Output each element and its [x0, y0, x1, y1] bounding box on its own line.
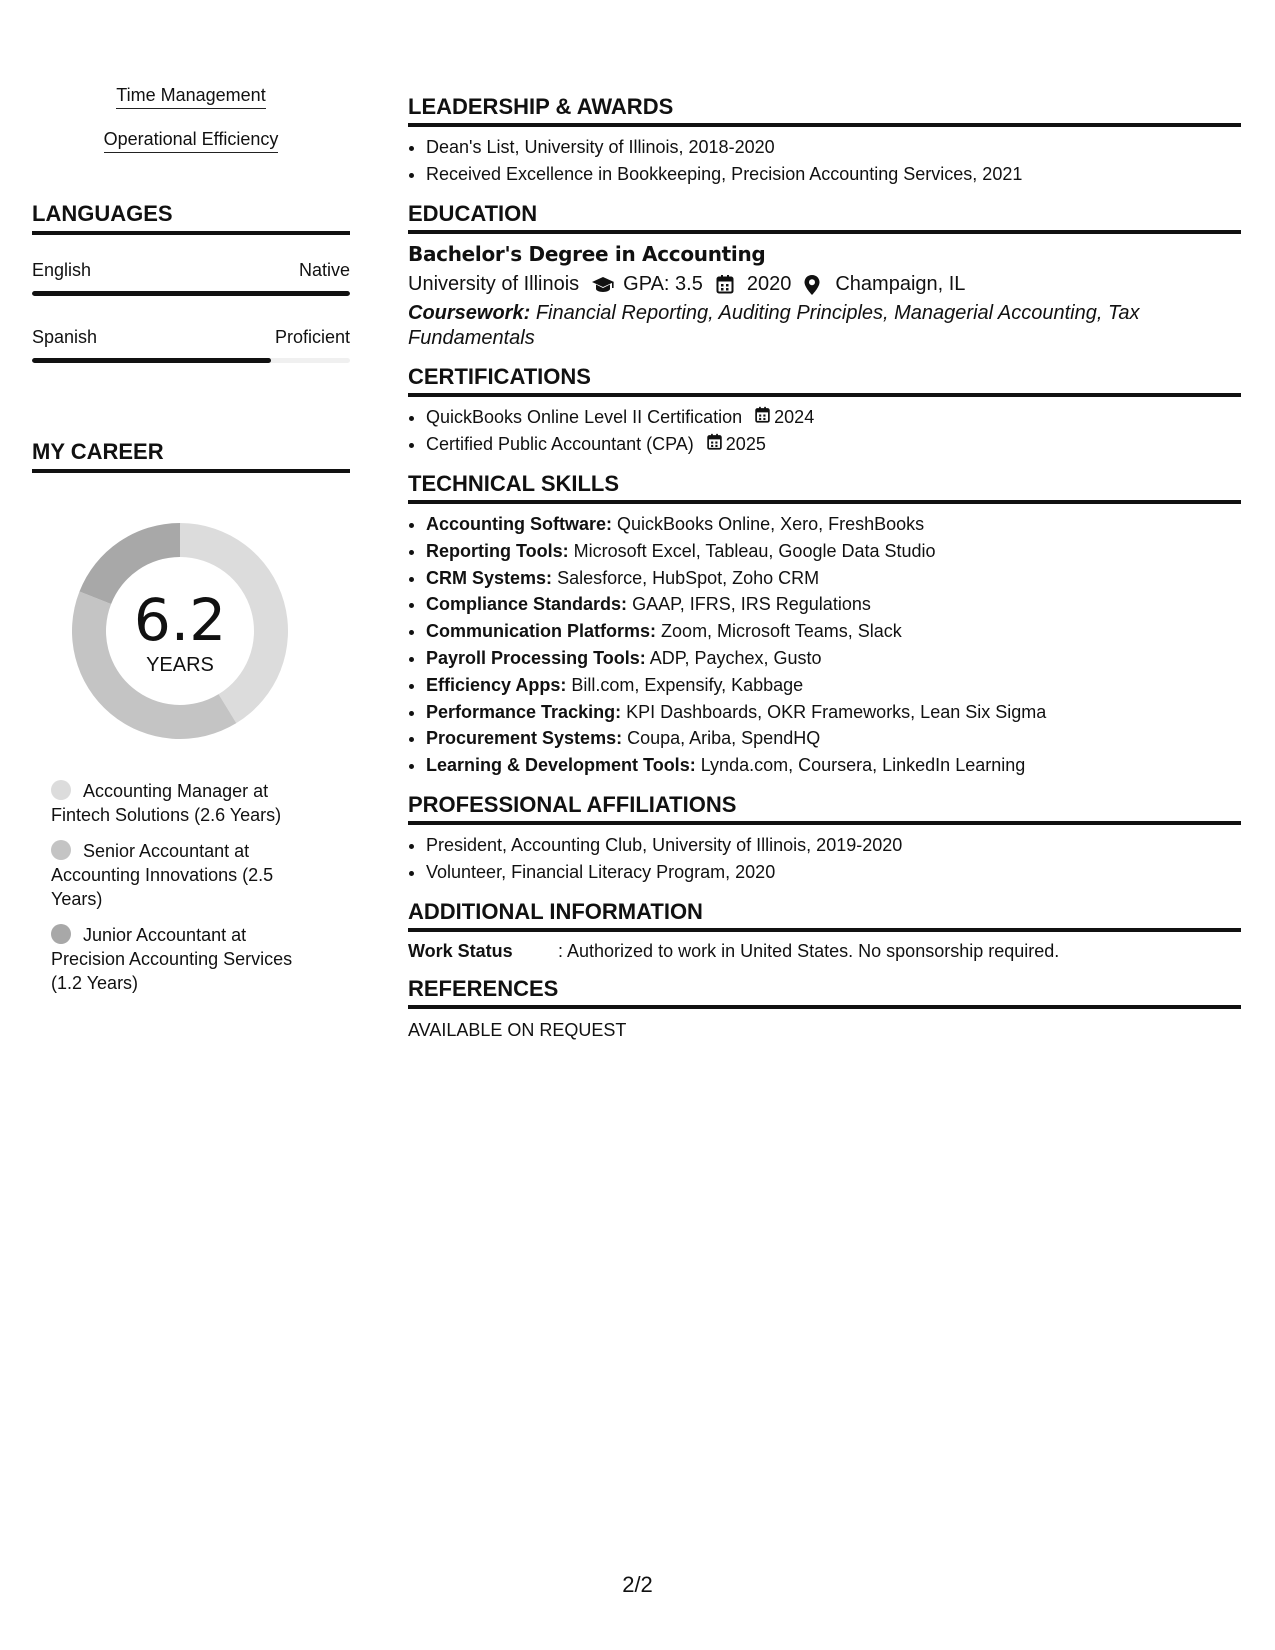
skill-item: [426, 565, 1241, 592]
skill-label: Performance Tracking:: [426, 701, 622, 722]
skill-label: Payroll Processing Tools:: [426, 647, 646, 668]
career-total-years: 6.2: [133, 586, 227, 654]
coursework-text: Financial Reporting, Auditing Principles, Managerial Accounting, Tax Fundamentals: [408, 302, 1140, 349]
graduation-cap-icon: [591, 274, 613, 294]
skill-label: Accounting Software:: [426, 514, 613, 534]
certification-name: Certified Public Accountant (CPA): [426, 434, 694, 454]
additional-info-section: [408, 899, 1241, 963]
language-proficiency-fill: [32, 291, 350, 296]
list-item: • Received Excellence in Bookkeeping, Precision Accounting Services, 2021: [426, 161, 1241, 188]
page-number: 2/2: [622, 1572, 653, 1597]
skill-item: [426, 725, 1241, 752]
legend-dot-icon: [51, 840, 71, 860]
work-status-label: Work Status: [408, 940, 513, 961]
language-name: Spanish: [32, 327, 98, 347]
language-level: Native: [298, 260, 350, 280]
skill-item: [426, 752, 1241, 779]
language-level: Proficient: [274, 327, 350, 347]
language-item: [32, 259, 350, 296]
list-item: • Volunteer, Financial Literacy Program, 2020: [426, 859, 1241, 886]
career-role-label: Junior Accountant at Precision Accounting Services (1.2 Years): [51, 925, 293, 993]
degree-title: Bachelor's Degree in Accounting: [408, 242, 766, 266]
education-location: Champaign, IL: [835, 273, 966, 295]
affiliations-section: [408, 792, 1241, 886]
calendar-icon: [754, 404, 774, 431]
technical-skills-section: [408, 471, 1241, 779]
skill-value: ADP, Paychex, Gusto: [649, 647, 822, 668]
career-role-label: Accounting Manager at Fintech Solutions (2.6 Years): [51, 781, 282, 825]
school-name: University of Illinois: [408, 273, 580, 295]
career-legend: [51, 779, 321, 995]
education-section: [408, 201, 1241, 351]
language-name: English: [32, 260, 92, 280]
skill-value: Coupa, Ariba, SpendHQ: [627, 728, 821, 749]
coursework-label: Coursework:: [408, 302, 531, 324]
career-legend-item: [51, 839, 321, 911]
section-title-education: EDUCATION: [408, 201, 1241, 234]
skill-value: GAAP, IFRS, IRS Regulations: [632, 594, 871, 615]
language-proficiency-bar: [32, 358, 350, 363]
skill-label: Learning & Development Tools:: [426, 755, 696, 776]
skill-item: [426, 618, 1241, 645]
skill-value: Salesforce, HubSpot, Zoho CRM: [557, 567, 820, 588]
language-proficiency-bar: [32, 291, 350, 296]
career-legend-item: [51, 923, 321, 995]
section-title-affiliations: PROFESSIONAL AFFILIATIONS: [408, 792, 1241, 825]
coursework: [408, 301, 1241, 351]
section-title-technical-skills: TECHNICAL SKILLS: [408, 471, 1241, 504]
leadership-section: [408, 94, 1241, 188]
skill-item: [426, 591, 1241, 618]
skill-label: Compliance Standards:: [426, 594, 628, 615]
legend-dot-icon: [51, 780, 71, 800]
skill-value: Bill.com, Expensify, Kabbage: [571, 674, 804, 695]
legend-dot-icon: [51, 924, 71, 944]
section-title-career: MY CAREER: [32, 439, 350, 473]
gpa: GPA: 3.5: [623, 273, 703, 295]
certification-item: [426, 404, 1241, 431]
list-item: • President, Accounting Club, University of Illinois, 2019-2020: [426, 832, 1241, 859]
list-item: • Dean's List, University of Illinois, 2018-2020: [426, 134, 1241, 161]
career-donut-chart: [66, 517, 294, 745]
skill-item: [426, 511, 1241, 538]
skill-value: Lynda.com, Coursera, LinkedIn Learning: [700, 755, 1026, 776]
references-text: AVAILABLE ON REQUEST: [408, 1019, 627, 1040]
skill-tag: Time Management: [116, 84, 265, 109]
skill-item: [426, 645, 1241, 672]
section-title-references: REFERENCES: [408, 976, 1241, 1009]
skill-value: KPI Dashboards, OKR Frameworks, Lean Six Sigma: [626, 701, 1047, 722]
sidebar: [32, 84, 350, 1007]
references-section: [408, 976, 1241, 1042]
main-content: [408, 94, 1241, 1055]
section-title-leadership: LEADERSHIP & AWARDS: [408, 94, 1241, 127]
career-legend-item: [51, 779, 321, 827]
work-status-value: : Authorized to work in United States. No sponsorship required.: [558, 940, 1060, 961]
calendar-icon: [715, 274, 737, 294]
skill-item: [426, 699, 1241, 726]
section-title-certifications: CERTIFICATIONS: [408, 364, 1241, 397]
skill-label: Efficiency Apps:: [426, 674, 567, 695]
language-item: [32, 326, 350, 363]
certification-year: 2025: [725, 434, 766, 454]
skill-label: Reporting Tools:: [426, 540, 569, 561]
certification-item: [426, 431, 1241, 458]
skill-value: QuickBooks Online, Xero, FreshBooks: [617, 514, 925, 534]
skill-label: Communication Platforms:: [426, 621, 657, 642]
language-proficiency-fill: [32, 358, 271, 363]
section-title-languages: LANGUAGES: [32, 201, 350, 235]
calendar-icon: [706, 431, 726, 458]
education-details: [408, 270, 1241, 298]
section-title-additional-info: ADDITIONAL INFORMATION: [408, 899, 1241, 932]
career-years-unit: YEARS: [146, 654, 214, 676]
skill-tag: Operational Efficiency: [104, 128, 279, 153]
certification-name: QuickBooks Online Level II Certification: [426, 407, 743, 427]
languages-section: [32, 201, 350, 363]
career-role-label: Senior Accountant at Accounting Innovations (2.5 Years): [51, 841, 274, 909]
skill-item: [426, 672, 1241, 699]
skill-item: [426, 538, 1241, 565]
skill-value: Zoom, Microsoft Teams, Slack: [661, 621, 902, 642]
skill-label: CRM Systems:: [426, 567, 553, 588]
certification-year: 2024: [774, 407, 815, 427]
map-pin-icon: [803, 274, 825, 294]
certifications-section: [408, 364, 1241, 458]
work-status-row: [408, 939, 1241, 963]
career-section: [32, 439, 350, 995]
skill-label: Procurement Systems:: [426, 728, 623, 749]
graduation-year: 2020: [746, 273, 792, 295]
skill-value: Microsoft Excel, Tableau, Google Data Studio: [573, 540, 936, 561]
